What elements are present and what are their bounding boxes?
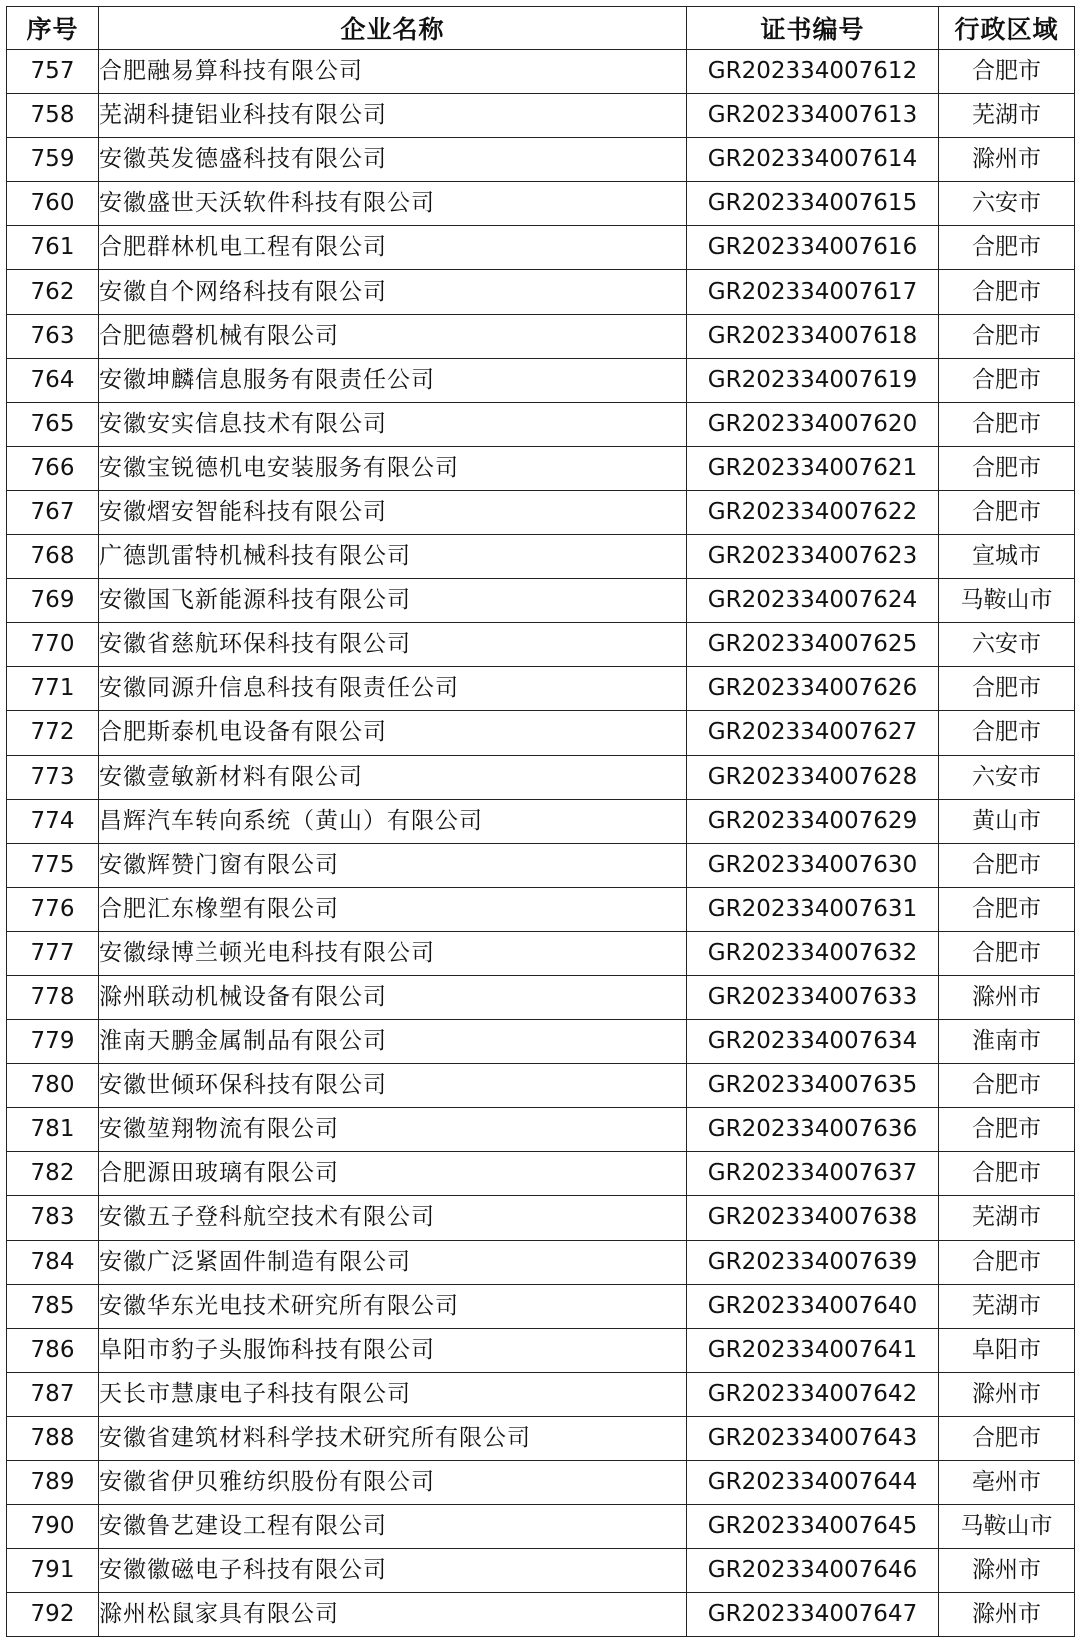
cell-region: 合肥市 — [939, 490, 1075, 534]
cell-certificate-number: GR202334007629 — [687, 799, 939, 843]
cell-index: 760 — [7, 182, 99, 226]
cell-certificate-number: GR202334007628 — [687, 755, 939, 799]
cell-company-name: 安徽省慈航环保科技有限公司 — [99, 623, 687, 667]
cell-region: 滁州市 — [939, 1549, 1075, 1593]
cell-company-name: 安徽徽磁电子科技有限公司 — [99, 1549, 687, 1593]
table-row — [7, 182, 1075, 226]
cell-company-name: 安徽壹敏新材料有限公司 — [99, 755, 687, 799]
table-row — [7, 314, 1075, 358]
cell-company-name: 安徽五子登科航空技术有限公司 — [99, 1196, 687, 1240]
header-company: 企业名称 — [99, 7, 687, 50]
cell-region: 合肥市 — [939, 402, 1075, 446]
table-row — [7, 94, 1075, 138]
cell-company-name: 合肥群林机电工程有限公司 — [99, 226, 687, 270]
header-certificate: 证书编号 — [687, 7, 939, 50]
cell-index: 765 — [7, 402, 99, 446]
cell-certificate-number: GR202334007634 — [687, 1020, 939, 1064]
cell-company-name: 安徽绿博兰顿光电科技有限公司 — [99, 931, 687, 975]
header-row — [7, 7, 1075, 50]
cell-company-name: 安徽鲁艺建设工程有限公司 — [99, 1505, 687, 1549]
table-row — [7, 1372, 1075, 1416]
cell-index: 761 — [7, 226, 99, 270]
cell-company-name: 合肥融易算科技有限公司 — [99, 50, 687, 94]
cell-region: 六安市 — [939, 623, 1075, 667]
cell-certificate-number: GR202334007618 — [687, 314, 939, 358]
table-row — [7, 50, 1075, 94]
cell-certificate-number: GR202334007646 — [687, 1549, 939, 1593]
cell-company-name: 安徽英发德盛科技有限公司 — [99, 138, 687, 182]
cell-certificate-number: GR202334007622 — [687, 490, 939, 534]
cell-company-name: 合肥汇东橡塑有限公司 — [99, 887, 687, 931]
cell-region: 合肥市 — [939, 1108, 1075, 1152]
cell-company-name: 安徽自个网络科技有限公司 — [99, 270, 687, 314]
cell-index: 788 — [7, 1416, 99, 1460]
cell-region: 六安市 — [939, 182, 1075, 226]
table-row — [7, 1328, 1075, 1372]
cell-certificate-number: GR202334007614 — [687, 138, 939, 182]
cell-index: 776 — [7, 887, 99, 931]
cell-region: 合肥市 — [939, 931, 1075, 975]
cell-index: 775 — [7, 843, 99, 887]
table-row — [7, 887, 1075, 931]
cell-index: 772 — [7, 711, 99, 755]
cell-index: 759 — [7, 138, 99, 182]
cell-company-name: 安徽省伊贝雅纺织股份有限公司 — [99, 1461, 687, 1505]
cell-company-name: 合肥斯泰机电设备有限公司 — [99, 711, 687, 755]
cell-index: 774 — [7, 799, 99, 843]
cell-certificate-number: GR202334007624 — [687, 579, 939, 623]
cell-certificate-number: GR202334007635 — [687, 1064, 939, 1108]
cell-index: 757 — [7, 50, 99, 94]
cell-certificate-number: GR202334007640 — [687, 1284, 939, 1328]
document-sheet — [6, 6, 1074, 1637]
table-row — [7, 446, 1075, 490]
cell-index: 787 — [7, 1372, 99, 1416]
cell-company-name: 安徽省建筑材料科学技术研究所有限公司 — [99, 1416, 687, 1460]
cell-certificate-number: GR202334007612 — [687, 50, 939, 94]
table-body — [7, 50, 1075, 1637]
cell-certificate-number: GR202334007632 — [687, 931, 939, 975]
cell-index: 792 — [7, 1593, 99, 1637]
cell-company-name: 安徽宝锐德机电安装服务有限公司 — [99, 446, 687, 490]
cell-region: 合肥市 — [939, 1240, 1075, 1284]
cell-index: 770 — [7, 623, 99, 667]
table-row — [7, 490, 1075, 534]
table-row — [7, 1152, 1075, 1196]
table-row — [7, 975, 1075, 1019]
cell-index: 785 — [7, 1284, 99, 1328]
cell-region: 合肥市 — [939, 358, 1075, 402]
cell-index: 783 — [7, 1196, 99, 1240]
cell-index: 778 — [7, 975, 99, 1019]
cell-index: 762 — [7, 270, 99, 314]
header-region: 行政区域 — [939, 7, 1075, 50]
cell-region: 合肥市 — [939, 50, 1075, 94]
cell-region: 六安市 — [939, 755, 1075, 799]
cell-region: 滁州市 — [939, 1593, 1075, 1637]
cell-region: 亳州市 — [939, 1461, 1075, 1505]
table-row — [7, 1593, 1075, 1637]
cell-company-name: 安徽辉赞门窗有限公司 — [99, 843, 687, 887]
cell-index: 780 — [7, 1064, 99, 1108]
table-row — [7, 1108, 1075, 1152]
table-row — [7, 799, 1075, 843]
table-row — [7, 755, 1075, 799]
cell-certificate-number: GR202334007633 — [687, 975, 939, 1019]
table-row — [7, 535, 1075, 579]
cell-certificate-number: GR202334007636 — [687, 1108, 939, 1152]
cell-index: 764 — [7, 358, 99, 402]
cell-index: 789 — [7, 1461, 99, 1505]
cell-index: 779 — [7, 1020, 99, 1064]
cell-region: 合肥市 — [939, 887, 1075, 931]
cell-region: 宣城市 — [939, 535, 1075, 579]
cell-company-name: 淮南天鹏金属制品有限公司 — [99, 1020, 687, 1064]
cell-index: 769 — [7, 579, 99, 623]
company-table — [6, 6, 1075, 1637]
cell-region: 合肥市 — [939, 1152, 1075, 1196]
cell-region: 合肥市 — [939, 226, 1075, 270]
cell-region: 合肥市 — [939, 446, 1075, 490]
cell-certificate-number: GR202334007616 — [687, 226, 939, 270]
cell-certificate-number: GR202334007637 — [687, 1152, 939, 1196]
table-row — [7, 138, 1075, 182]
cell-company-name: 芜湖科捷铝业科技有限公司 — [99, 94, 687, 138]
table-header — [7, 7, 1075, 50]
cell-company-name: 天长市慧康电子科技有限公司 — [99, 1372, 687, 1416]
cell-index: 784 — [7, 1240, 99, 1284]
cell-region: 马鞍山市 — [939, 1505, 1075, 1549]
cell-certificate-number: GR202334007617 — [687, 270, 939, 314]
cell-company-name: 安徽广泛紧固件制造有限公司 — [99, 1240, 687, 1284]
table-row — [7, 711, 1075, 755]
cell-region: 阜阳市 — [939, 1328, 1075, 1372]
cell-certificate-number: GR202334007645 — [687, 1505, 939, 1549]
cell-certificate-number: GR202334007625 — [687, 623, 939, 667]
cell-certificate-number: GR202334007644 — [687, 1461, 939, 1505]
table-row — [7, 1505, 1075, 1549]
cell-certificate-number: GR202334007621 — [687, 446, 939, 490]
cell-region: 芜湖市 — [939, 94, 1075, 138]
cell-company-name: 安徽熠安智能科技有限公司 — [99, 490, 687, 534]
table-row — [7, 1196, 1075, 1240]
table-row — [7, 226, 1075, 270]
table-row — [7, 623, 1075, 667]
table-row — [7, 843, 1075, 887]
cell-company-name: 安徽同源升信息科技有限责任公司 — [99, 667, 687, 711]
cell-region: 芜湖市 — [939, 1196, 1075, 1240]
cell-region: 合肥市 — [939, 843, 1075, 887]
cell-company-name: 安徽堃翔物流有限公司 — [99, 1108, 687, 1152]
cell-certificate-number: GR202334007647 — [687, 1593, 939, 1637]
cell-certificate-number: GR202334007639 — [687, 1240, 939, 1284]
cell-region: 滁州市 — [939, 975, 1075, 1019]
cell-certificate-number: GR202334007619 — [687, 358, 939, 402]
cell-company-name: 安徽华东光电技术研究所有限公司 — [99, 1284, 687, 1328]
cell-certificate-number: GR202334007613 — [687, 94, 939, 138]
cell-company-name: 昌辉汽车转向系统（黄山）有限公司 — [99, 799, 687, 843]
cell-index: 777 — [7, 931, 99, 975]
cell-index: 791 — [7, 1549, 99, 1593]
cell-certificate-number: GR202334007630 — [687, 843, 939, 887]
cell-certificate-number: GR202334007620 — [687, 402, 939, 446]
cell-certificate-number: GR202334007643 — [687, 1416, 939, 1460]
cell-index: 790 — [7, 1505, 99, 1549]
cell-index: 758 — [7, 94, 99, 138]
table-row — [7, 358, 1075, 402]
cell-index: 771 — [7, 667, 99, 711]
table-row — [7, 1461, 1075, 1505]
table-row — [7, 579, 1075, 623]
cell-company-name: 滁州联动机械设备有限公司 — [99, 975, 687, 1019]
cell-index: 782 — [7, 1152, 99, 1196]
cell-certificate-number: GR202334007623 — [687, 535, 939, 579]
table-row — [7, 1416, 1075, 1460]
table-row — [7, 1549, 1075, 1593]
table-row — [7, 270, 1075, 314]
cell-index: 763 — [7, 314, 99, 358]
table-row — [7, 1020, 1075, 1064]
cell-region: 合肥市 — [939, 314, 1075, 358]
table-row — [7, 667, 1075, 711]
cell-index: 773 — [7, 755, 99, 799]
cell-company-name: 阜阳市豹子头服饰科技有限公司 — [99, 1328, 687, 1372]
cell-index: 786 — [7, 1328, 99, 1372]
table-row — [7, 1240, 1075, 1284]
cell-region: 合肥市 — [939, 270, 1075, 314]
cell-region: 马鞍山市 — [939, 579, 1075, 623]
table-row — [7, 1064, 1075, 1108]
cell-company-name: 安徽国飞新能源科技有限公司 — [99, 579, 687, 623]
cell-company-name: 安徽坤麟信息服务有限责任公司 — [99, 358, 687, 402]
cell-region: 合肥市 — [939, 667, 1075, 711]
table-row — [7, 402, 1075, 446]
table-row — [7, 931, 1075, 975]
cell-company-name: 安徽盛世天沃软件科技有限公司 — [99, 182, 687, 226]
cell-company-name: 安徽安实信息技术有限公司 — [99, 402, 687, 446]
cell-company-name: 合肥源田玻璃有限公司 — [99, 1152, 687, 1196]
cell-region: 合肥市 — [939, 1416, 1075, 1460]
cell-certificate-number: GR202334007627 — [687, 711, 939, 755]
cell-certificate-number: GR202334007641 — [687, 1328, 939, 1372]
cell-company-name: 安徽世倾环保科技有限公司 — [99, 1064, 687, 1108]
cell-certificate-number: GR202334007626 — [687, 667, 939, 711]
cell-index: 766 — [7, 446, 99, 490]
cell-certificate-number: GR202334007638 — [687, 1196, 939, 1240]
cell-region: 合肥市 — [939, 1064, 1075, 1108]
cell-company-name: 滁州松鼠家具有限公司 — [99, 1593, 687, 1637]
cell-region: 合肥市 — [939, 711, 1075, 755]
header-index: 序号 — [7, 7, 99, 50]
cell-region: 黄山市 — [939, 799, 1075, 843]
cell-region: 滁州市 — [939, 1372, 1075, 1416]
cell-certificate-number: GR202334007615 — [687, 182, 939, 226]
cell-index: 767 — [7, 490, 99, 534]
cell-index: 768 — [7, 535, 99, 579]
cell-certificate-number: GR202334007631 — [687, 887, 939, 931]
cell-company-name: 合肥德磬机械有限公司 — [99, 314, 687, 358]
cell-region: 芜湖市 — [939, 1284, 1075, 1328]
cell-region: 滁州市 — [939, 138, 1075, 182]
cell-region: 淮南市 — [939, 1020, 1075, 1064]
cell-index: 781 — [7, 1108, 99, 1152]
cell-company-name: 广德凯雷特机械科技有限公司 — [99, 535, 687, 579]
table-row — [7, 1284, 1075, 1328]
cell-certificate-number: GR202334007642 — [687, 1372, 939, 1416]
